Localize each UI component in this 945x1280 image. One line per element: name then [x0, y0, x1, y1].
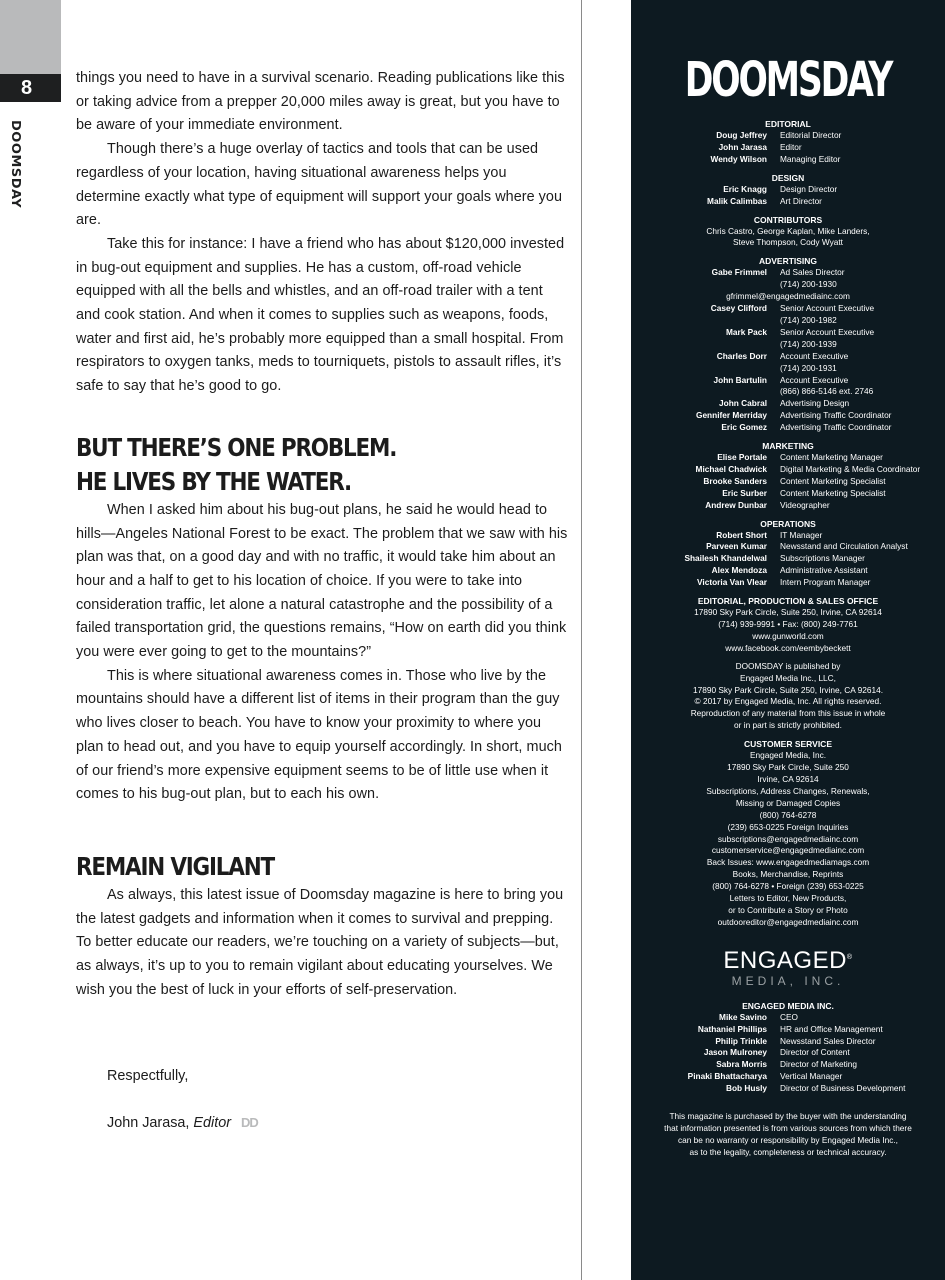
credit-role: CEO — [780, 1011, 798, 1022]
credit-row — [631, 530, 945, 542]
credit-role: Advertising Traffic Coordinator — [780, 422, 892, 433]
article-paragraph: things you need to have in a survival scenario. Reading publications like this or taking advice from a prepper 20,000 miles away is great, but you have to be aware of your immediate environment. — [76, 70, 565, 134]
credit-line: Irvine, CA 92614 — [757, 773, 819, 784]
credit-role: Managing Editor — [780, 153, 841, 164]
credit-line: Back Issues: www.engagedmediamags.com — [706, 857, 870, 868]
credit-row — [631, 327, 945, 339]
credit-row — [631, 351, 945, 363]
credit-role: Account Executive — [780, 350, 849, 361]
credit-name — [631, 315, 780, 327]
masthead-panel — [631, 0, 945, 1280]
credit-line: Subscriptions, Address Changes, Renewals, — [706, 785, 870, 796]
credit-role: IT Manager — [780, 529, 823, 540]
credit-role: Subscriptions Manager — [780, 553, 865, 564]
credit-name: John Cabral — [719, 398, 767, 409]
credit-name: Eric Knagg — [723, 183, 767, 194]
engaged-logo-word — [631, 945, 945, 974]
article-paragraph: When I asked him about his bug-out plans, he said he would head to hills—Angeles National Forest to be exact. The problem that we saw with his plan was that, on a good day and with no traffic, it would take him about an hour and a half to get to his location of choice. If you were to take into consideration traffic, let alone a natural catastrophe and the possibility of a failed transportation grid, the questions remains, “How on earth did you think you were ever going to get to the mountains?” — [76, 501, 568, 661]
credit-row — [631, 303, 945, 315]
credit-row — [631, 452, 945, 464]
credit-role: Advertising Traffic Coordinator — [780, 410, 892, 421]
article-body — [76, 67, 568, 1003]
credit-line: Reproduction of any material from this issue in whole — [690, 708, 886, 719]
masthead-section-operations — [631, 518, 945, 590]
credit-name: Charles Dorr — [716, 350, 767, 361]
masthead-credits — [631, 118, 945, 1165]
credit-role: (714) 200-1939 — [780, 338, 837, 349]
credit-name: Michael Chadwick — [695, 463, 767, 474]
credit-role: Intern Program Manager — [780, 577, 871, 588]
engaged-logo-text: ENGAGED — [723, 946, 847, 974]
masthead-section-editorial — [631, 118, 945, 166]
credit-name: Casey Clifford — [710, 303, 767, 314]
credit-line: or to Contribute a Story or Photo — [728, 904, 848, 915]
credit-line: or in part is strictly prohibited. — [734, 720, 842, 731]
section-title: EDITORIAL, PRODUCTION & SALES OFFICE — [697, 596, 879, 607]
credit-role: Director of Business Development — [780, 1083, 906, 1094]
article-paragraph: This is where situational awareness comes in. Those who live by the mountains should have a different list of items in their program than the guy who lives closer to beach. You have to know your proximity to where you plan to head out, and you have to equip yourself accordingly. In short, much of our friend’s more expensive equipment seems to be of little use when it comes to his bug-out plan, but to each his own. — [76, 667, 562, 803]
credit-role: (714) 200-1931 — [780, 362, 837, 373]
credit-line: (800) 764-6278 — [759, 809, 817, 820]
column-divider — [581, 0, 582, 1280]
masthead-section-office — [631, 595, 945, 655]
credit-role: HR and Office Management — [780, 1023, 883, 1034]
credit-name: Brooke Sanders — [703, 475, 767, 486]
masthead-logo: DOOMSDAY — [684, 52, 892, 108]
credit-line: Steve Thompson, Cody Wyatt — [733, 237, 843, 248]
credit-name: Eric Surber — [722, 487, 767, 498]
credit-role: Account Executive — [780, 374, 849, 385]
credit-row — [631, 184, 945, 196]
registered-mark: ® — [846, 953, 853, 961]
end-mark-icon: DD — [241, 1115, 258, 1130]
signature — [107, 1113, 258, 1133]
vertical-magazine-title: DOOMSDAY — [8, 120, 23, 209]
credit-role: Digital Marketing & Media Coordinator — [780, 463, 921, 474]
credit-role: Advertising Design — [780, 398, 850, 409]
credit-role: (714) 200-1930 — [780, 279, 837, 290]
section-title: ADVERTISING — [758, 256, 818, 267]
credit-row — [631, 565, 945, 577]
credit-role: Design Director — [780, 183, 838, 194]
credit-row — [631, 500, 945, 512]
article-paragraph: Take this for instance: I have a friend who has about $120,000 invested in bug-out equipment and supplies. He has a custom, off-road vehicle equipped with all the bells and whistles, and an off-road trailer with a tent and cook station. And when it comes to supplies such as weapons, foods, water and first aid, he’s probably more equipped than a small hospital. From respirators to oxygen tanks, meds to tourniquets, pistols to assault rifles, it’s safe to say that he’s good to go. — [76, 235, 565, 395]
credit-line: as to the legality, completeness or technical accuracy. — [689, 1146, 887, 1157]
masthead-section-engaged-media — [631, 1000, 945, 1095]
credit-row — [631, 476, 945, 488]
credit-row — [631, 363, 945, 375]
credit-name: Sabra Morris — [716, 1059, 767, 1070]
credit-row — [631, 541, 945, 553]
masthead-section-marketing — [631, 440, 945, 512]
credit-name: Nathaniel Phillips — [697, 1023, 767, 1034]
credit-role: (714) 200-1982 — [780, 314, 837, 325]
credit-role: Editor — [780, 141, 802, 152]
credit-name: Mike Savino — [719, 1011, 767, 1022]
section-title: CUSTOMER SERVICE — [743, 739, 832, 750]
credit-role: Ad Sales Director — [780, 267, 845, 278]
credit-name — [631, 279, 780, 291]
credit-name — [631, 363, 780, 375]
credit-role: Director of Marketing — [780, 1059, 858, 1070]
credit-row — [631, 577, 945, 589]
credit-name: Philip Trinkle — [715, 1035, 767, 1046]
masthead-section-disclaimer — [631, 1111, 945, 1159]
masthead-section-advertising — [631, 255, 945, 434]
credit-role: Senior Account Executive — [780, 303, 875, 314]
credit-line: customerservice@engagedmediainc.com — [711, 845, 865, 856]
credit-line: Missing or Damaged Copies — [735, 797, 841, 808]
credit-name: Malik Calimbas — [707, 195, 767, 206]
credit-row — [631, 339, 945, 351]
page-tab-block — [0, 0, 61, 74]
credit-name: Mark Pack — [725, 326, 767, 337]
credit-line: outdooreditor@engagedmediainc.com — [717, 916, 859, 927]
credit-email: gfrimmel@engagedmediainc.com — [726, 291, 850, 302]
credit-name: Shailesh Khandelwal — [684, 553, 767, 564]
section-title: OPERATIONS — [760, 518, 816, 529]
credit-role: Newsstand Sales Director — [780, 1035, 876, 1046]
credit-role: Art Director — [780, 195, 822, 206]
credit-row — [631, 196, 945, 208]
credit-line: that information presented is from various sources from which there — [664, 1123, 912, 1133]
masthead-section-customer-service — [631, 738, 945, 929]
credit-line: Chris Castro, George Kaplan, Mike Landers, — [706, 225, 870, 236]
credit-row — [631, 375, 945, 387]
credit-line: 17890 Sky Park Circle, Suite 250, Irvine, CA 92614. — [692, 684, 883, 695]
credit-role: Content Marketing Manager — [780, 452, 883, 463]
credit-line: © 2017 by Engaged Media, Inc. All rights reserved. — [694, 696, 882, 707]
closing-line: Respectfully, — [107, 1068, 189, 1084]
credit-row — [631, 1047, 945, 1059]
credit-role: Director of Content — [780, 1047, 850, 1058]
credit-row — [631, 1083, 945, 1095]
credit-name: Alex Mendoza — [711, 565, 767, 576]
credit-row — [631, 464, 945, 476]
credit-row — [631, 279, 945, 291]
credit-line: subscriptions@engagedmediainc.com — [717, 833, 859, 844]
credit-row — [631, 1036, 945, 1048]
engaged-media-logo — [631, 945, 945, 988]
credit-role: (866) 866-5146 ext. 2746 — [780, 386, 874, 397]
credit-line: www.facebook.com/eembybeckett — [725, 642, 851, 653]
engaged-logo-subtitle: MEDIA, INC. — [731, 973, 845, 988]
credit-row — [631, 410, 945, 422]
article-paragraph: Though there’s a huge overlay of tactics and tools that can be used regardless of your location, having situational awareness helps you determine exactly what type of equipment will support your goals where you are. — [76, 141, 563, 229]
section-title: MARKETING — [762, 441, 814, 452]
credit-name: Gennifer Merriday — [695, 410, 767, 421]
masthead-section-design — [631, 172, 945, 208]
section-heading: HE LIVES BY THE WATER. — [76, 466, 351, 496]
credit-name: Andrew Dunbar — [705, 499, 767, 510]
credit-name: Robert Short — [716, 529, 767, 540]
credit-role: Content Marketing Specialist — [780, 475, 886, 486]
credit-row — [631, 553, 945, 565]
masthead-section-publisher — [631, 661, 945, 732]
credit-line: Engaged Media, Inc. — [749, 750, 827, 761]
section-title: ENGAGED MEDIA INC. — [742, 1000, 834, 1011]
credit-row — [631, 267, 945, 279]
credit-row — [631, 1071, 945, 1083]
credit-name: Victoria Van Vlear — [697, 577, 767, 588]
credit-role: Vertical Manager — [780, 1071, 843, 1082]
credit-line: Engaged Media Inc., LLC, — [740, 672, 836, 683]
credit-line: (714) 939-9991 • Fax: (800) 249-7761 — [718, 619, 858, 629]
credit-line: (800) 764-6278 • Foreign (239) 653-0225 — [712, 881, 864, 892]
page-number: 8 — [0, 74, 61, 102]
credit-row — [631, 386, 945, 398]
credit-role: Editorial Director — [780, 130, 842, 140]
credit-name: Bob Husly — [725, 1083, 767, 1094]
credit-row — [631, 422, 945, 434]
signature-name: John Jarasa, — [107, 1115, 190, 1131]
credit-name: John Bartulin — [713, 374, 767, 385]
credit-row — [631, 1012, 945, 1024]
credit-name: Wendy Wilson — [710, 153, 767, 164]
credit-name: Eric Gomez — [721, 422, 767, 433]
credit-name: John Jarasa — [718, 141, 767, 152]
spacer — [631, 1101, 945, 1111]
credit-role: Newsstand and Circulation Analyst — [780, 541, 908, 552]
credit-role: Videographer — [780, 499, 830, 510]
credit-name: Jason Mulroney — [703, 1047, 767, 1058]
credit-role: Administrative Assistant — [780, 565, 868, 576]
credit-line: (239) 653-0225 Foreign Inquiries — [727, 821, 849, 832]
section-title: CONTRIBUTORS — [753, 214, 823, 225]
credit-name: Gabe Frimmel — [711, 267, 767, 278]
credit-row — [631, 488, 945, 500]
section-title: DESIGN — [771, 172, 805, 183]
credit-line: Books, Merchandise, Reprints — [732, 869, 844, 880]
credit-row — [631, 154, 945, 166]
credit-row — [631, 315, 945, 327]
credit-line: DOOMSDAY is published by — [735, 660, 841, 671]
credit-name — [631, 339, 780, 351]
credit-name: Doug Jeffrey — [716, 130, 767, 140]
credit-row — [631, 1024, 945, 1036]
credit-row — [631, 398, 945, 410]
credit-name — [631, 386, 780, 398]
credit-role: Content Marketing Specialist — [780, 487, 886, 498]
credit-name: Elise Portale — [717, 452, 767, 463]
section-heading: REMAIN VIGILANT — [76, 851, 274, 881]
credit-name: Pinaki Bhattacharya — [687, 1071, 767, 1082]
section-heading: BUT THERE’S ONE PROBLEM. — [76, 432, 397, 462]
credit-line: Letters to Editor, New Products, — [729, 893, 847, 904]
credit-name: Parveen Kumar — [706, 541, 767, 552]
credit-line: 17890 Sky Park Circle, Suite 250 — [727, 762, 849, 773]
credit-role: Senior Account Executive — [780, 326, 875, 337]
credit-line: www.gunworld.com — [752, 630, 824, 641]
masthead-section-contributors — [631, 214, 945, 250]
credit-row — [631, 142, 945, 154]
credit-line: can be no warranty or responsibility by Engaged Media Inc., — [678, 1134, 898, 1145]
article-paragraph: As always, this latest issue of Doomsday magazine is here to bring you the latest gadgets and information when it comes to survival and prepping. To better educate our readers, we’re touching on a variety of subjects—but, as always, it’s up to you to remain vigilant about educating yourselves. We wish you the best of luck in your efforts of self-preservation. — [76, 886, 564, 998]
signature-title: Editor — [193, 1115, 231, 1131]
credit-row — [631, 1059, 945, 1071]
section-title: EDITORIAL — [765, 119, 811, 129]
credit-row — [631, 130, 945, 142]
credit-line: 17890 Sky Park Circle, Suite 250, Irvine, CA 92614 — [694, 607, 882, 618]
credit-line: This magazine is purchased by the buyer with the understanding — [669, 1111, 907, 1122]
